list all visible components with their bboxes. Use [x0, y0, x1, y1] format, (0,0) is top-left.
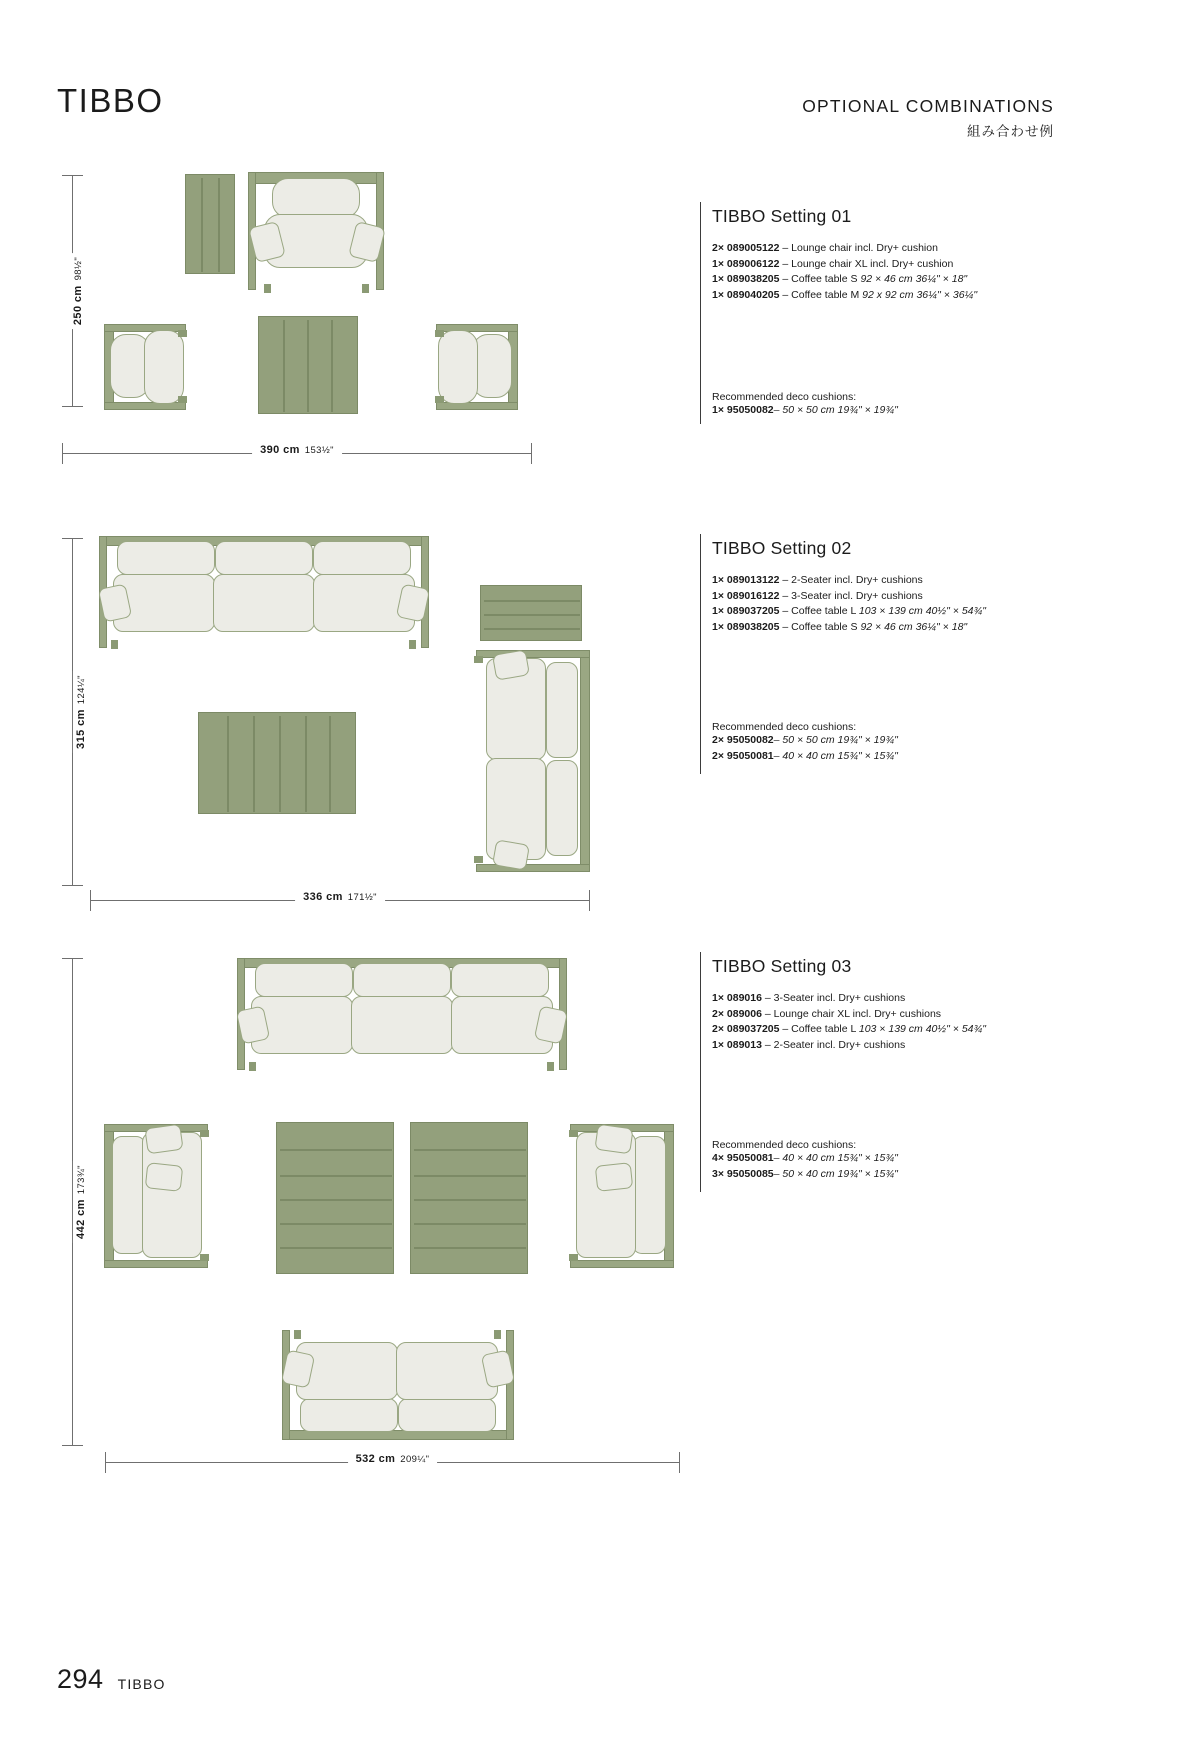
setting-02-items [712, 573, 1142, 635]
setting-02-info [712, 538, 1142, 764]
setting-03-items [712, 991, 1142, 1053]
dimension-width-label-02: 336 cm 171½" [295, 891, 385, 903]
deco-heading-01: Recommended deco cushions: [712, 391, 857, 403]
setting-03-text-rule [700, 952, 701, 1192]
list-item: 2× 089037205 – Coffee table L 103 × 139 cm 40½" × 54¾" [712, 1023, 987, 1035]
list-item: 2× 089005122 – Lounge chair incl. Dry+ cushion [712, 242, 938, 254]
sofa-3seater-02 [99, 536, 429, 654]
coffee-table-l-1-03 [276, 1122, 394, 1274]
page-number: 294 [57, 1664, 104, 1694]
lounge-chair-xl-right-03 [566, 1124, 674, 1268]
list-item: 1× 089016122 – 3-Seater incl. Dry+ cushions [712, 589, 923, 602]
list-item: 3× 95050085– 50 × 40 cm 19¾" × 15¾" [712, 1167, 898, 1180]
sofa-2seater-02 [470, 650, 592, 872]
coffee-table-square-01 [258, 316, 358, 414]
list-item: 4× 95050081– 40 × 40 cm 15¾" × 15¾" [712, 1152, 898, 1164]
list-item: 1× 089016 – 3-Seater incl. Dry+ cushions [712, 992, 906, 1004]
setting-02-text-rule [700, 534, 701, 774]
coffee-table-m-01 [185, 174, 235, 274]
sofa-2seater-03 [282, 1330, 514, 1442]
setting-01-info [712, 206, 1142, 419]
list-item: 1× 089040205 – Coffee table M 92 x 92 cm 36¼'' × 36¼'' [712, 288, 978, 301]
lounge-chair-xl-01 [248, 172, 384, 296]
list-item: 2× 95050081– 40 × 40 cm 15¾" × 15¾" [712, 749, 898, 762]
list-item: 1× 089037205 – Coffee table L 103 × 139 cm 40½" × 54¾" [712, 605, 987, 617]
list-item: 1× 089038205 – Coffee table S 92 × 46 cm 36¼" × 18" [712, 620, 968, 633]
dimension-height-label-02: 315 cm124¼" [73, 671, 89, 753]
list-item: 1× 089013 – 2-Seater incl. Dry+ cushions [712, 1038, 906, 1051]
coffee-table-s-02 [480, 585, 582, 641]
setting-01-items [712, 241, 1142, 303]
list-item: 2× 089006 – Lounge chair XL incl. Dry+ cushions [712, 1007, 942, 1020]
list-item: 1× 95050082– 50 × 50 cm 19¾" × 19¾" [712, 404, 898, 416]
list-item: 1× 089013122 – 2-Seater incl. Dry+ cushions [712, 574, 923, 586]
list-item: 1× 089006122 – Lounge chair XL incl. Dry+ cushion [712, 257, 954, 270]
list-item: 1× 089038205 – Coffee table S 92 × 46 cm 36¼" × 18" [712, 273, 968, 285]
lounge-chair-left-01 [104, 324, 190, 410]
setting-03-title: TIBBO Setting 03 [712, 956, 852, 976]
setting-02-title: TIBBO Setting 02 [712, 538, 852, 558]
deco-heading-03: Recommended deco cushions: [712, 1139, 857, 1151]
deco-heading-02: Recommended deco cushions: [712, 721, 857, 733]
lounge-chair-right-01 [432, 324, 518, 410]
footer-collection-label: TIBBO [117, 1676, 166, 1692]
dimension-height-label-01: 250 cm98½" [70, 253, 86, 329]
dimension-width-label-03: 532 cm 209¼" [348, 1453, 438, 1465]
dimension-height-label-03: 442 cm173¾" [73, 1161, 89, 1243]
page-footer [57, 1664, 166, 1695]
coffee-table-l-02 [198, 712, 356, 814]
section-heading [802, 96, 1054, 140]
list-item: 2× 95050082– 50 × 50 cm 19¾" × 19¾" [712, 734, 898, 746]
setting-01-title: TIBBO Setting 01 [712, 206, 852, 226]
page-title: TIBBO [57, 82, 164, 119]
section-heading-en: OPTIONAL COMBINATIONS [802, 96, 1054, 116]
coffee-table-l-2-03 [410, 1122, 528, 1274]
dimension-width-label-01: 390 cm 153½" [252, 444, 342, 456]
section-heading-jp: 組み合わせ例 [967, 124, 1054, 139]
lounge-chair-xl-left-03 [104, 1124, 212, 1268]
sofa-3seater-03 [237, 958, 567, 1076]
setting-03-info [712, 956, 1142, 1182]
setting-01-text-rule [700, 202, 701, 424]
